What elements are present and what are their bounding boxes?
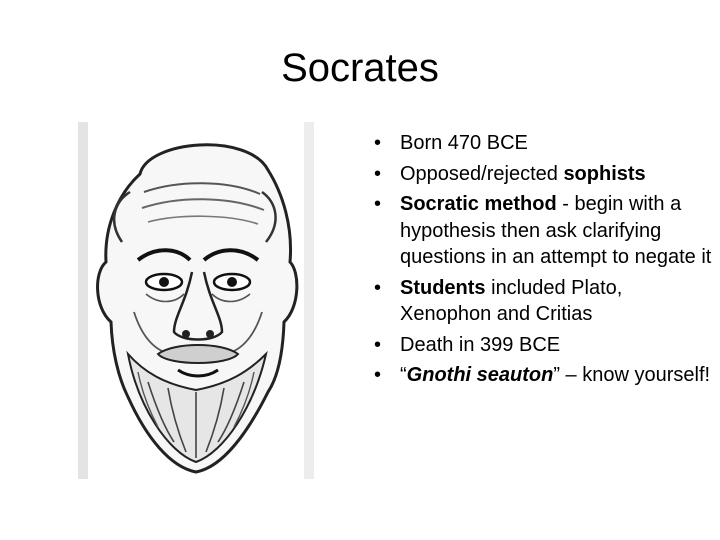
bullet-item [374,191,714,271]
bullet-text-part: sophists [563,162,646,185]
bullet-item [374,332,714,359]
socrates-portrait-image [78,122,314,479]
bullet-item [374,161,714,188]
bullet-item [374,275,714,328]
bullet-text-part: - begin with a hypothesis then ask clarifying questions in an attempt to negate it [400,193,712,268]
bullet-text-part: “ [400,364,407,386]
bullet-text-part: ” – know yourself! [553,364,711,386]
bullet-text-part: Opposed/rejected [400,162,564,185]
bullet-text-part: Socratic method [400,193,557,215]
bullet-text-part: Death in 399 BCE [400,333,561,356]
bullet-text-part: included Plato, Xenophon and Critias [400,276,623,325]
bullet-item [374,130,714,157]
bullet-list [374,130,714,393]
bullet-item [374,362,714,389]
bullet-text-part: Students [400,276,486,299]
slide-title: Socrates [281,46,439,90]
bullet-text-part: Born 470 BCE [400,132,528,154]
bullet-text-part: Gnothi seauton [406,364,554,386]
